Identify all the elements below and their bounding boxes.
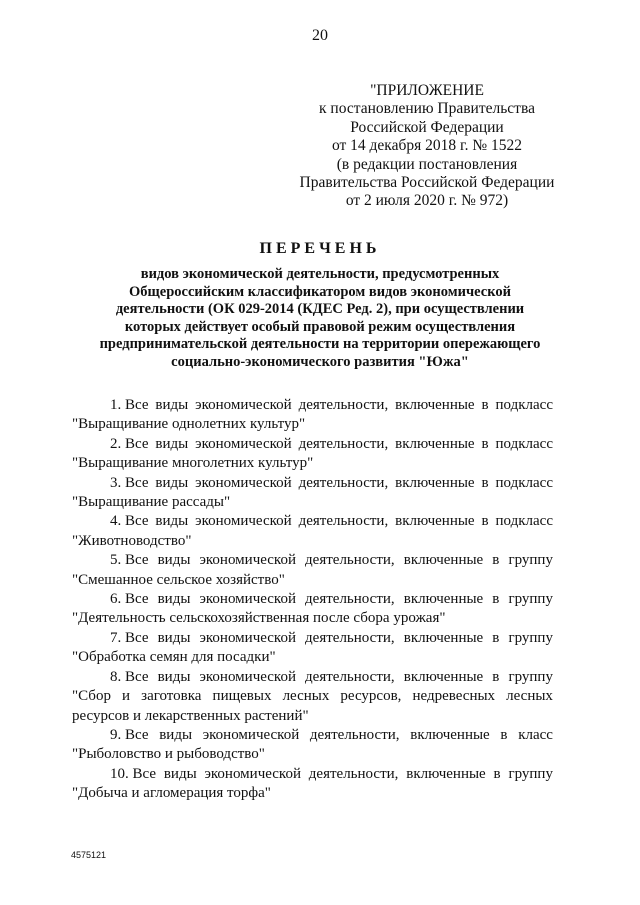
appendix-line: от 2 июля 2020 г. № 972) bbox=[345, 192, 509, 210]
word: включенные bbox=[403, 629, 484, 646]
word: включенные bbox=[395, 474, 475, 491]
list-item-last-line: "Выращивание многолетних культур" bbox=[72, 455, 314, 472]
word: экономической bbox=[195, 435, 292, 452]
list-item bbox=[72, 474, 553, 513]
list-item-first-line bbox=[72, 551, 553, 570]
word: виды bbox=[155, 435, 189, 452]
word: виды bbox=[155, 474, 189, 491]
word: экономической bbox=[199, 668, 296, 685]
word: в bbox=[493, 765, 501, 782]
word: виды bbox=[157, 591, 191, 608]
subtitle-line: Общероссийским классификатором видов экономической bbox=[129, 283, 511, 300]
list-item-first-line bbox=[72, 474, 553, 493]
appendix-line: "ПРИЛОЖЕНИЕ bbox=[370, 82, 484, 99]
word: экономической bbox=[202, 726, 300, 743]
word: в bbox=[492, 629, 500, 646]
word: группу bbox=[508, 552, 553, 569]
word: ресурсов, bbox=[340, 688, 402, 705]
word: подкласс bbox=[495, 513, 553, 530]
word: деятельности, bbox=[298, 513, 389, 530]
list-item bbox=[72, 435, 553, 474]
word: экономической bbox=[199, 552, 296, 569]
subtitle-line: социально-экономического развития "Южа" bbox=[171, 353, 469, 370]
subtitle-line: предпринимательской деятельности на территории опережающего bbox=[99, 336, 541, 353]
word: 7. Все bbox=[110, 629, 149, 646]
list-item-last-line: "Выращивание рассады" bbox=[72, 494, 231, 511]
word: виды bbox=[159, 726, 193, 743]
appendix-line: от 14 декабря 2018 г. № 1522 bbox=[331, 137, 523, 155]
word: экономической bbox=[195, 474, 292, 491]
word: деятельности, bbox=[305, 591, 395, 608]
word: недревесных bbox=[412, 688, 496, 705]
list-item-last-line: "Рыболовство и рыбоводство" bbox=[72, 746, 265, 763]
word: подкласс bbox=[495, 435, 553, 452]
word: 1. Все bbox=[110, 397, 149, 413]
word: экономической bbox=[204, 765, 301, 782]
list-item bbox=[72, 765, 553, 804]
word: виды bbox=[155, 513, 189, 530]
items-list bbox=[72, 396, 553, 804]
word: деятельности, bbox=[298, 435, 389, 452]
word: виды bbox=[155, 397, 189, 413]
list-item-last-line: "Добыча и агломерация торфа" bbox=[72, 785, 271, 802]
list-item bbox=[72, 726, 553, 765]
word: деятельности, bbox=[308, 765, 399, 782]
word: экономической bbox=[199, 591, 296, 608]
word: "Сбор bbox=[72, 688, 111, 705]
word: деятельности, bbox=[305, 668, 395, 685]
word: в bbox=[492, 552, 500, 569]
word: виды bbox=[157, 629, 191, 646]
list-item-middle-line bbox=[72, 687, 553, 706]
word: деятельности, bbox=[298, 397, 389, 413]
appendix-line: Российской Федерации bbox=[350, 118, 504, 136]
list-item-first-line bbox=[72, 668, 553, 687]
word: виды bbox=[157, 552, 191, 569]
appendix-line: Правительства Российской Федерации bbox=[299, 174, 555, 192]
word: подкласс bbox=[495, 474, 553, 491]
list-item-first-line bbox=[72, 590, 553, 609]
word: включенные bbox=[395, 397, 475, 413]
word: в bbox=[481, 397, 489, 413]
word: в bbox=[481, 474, 489, 491]
word: включенные bbox=[403, 668, 484, 685]
word: деятельности, bbox=[309, 726, 400, 743]
word: включенные bbox=[410, 726, 490, 743]
word: 10. Все bbox=[110, 765, 157, 782]
list-item bbox=[72, 551, 553, 590]
word: включенные bbox=[403, 552, 484, 569]
word: и bbox=[122, 688, 131, 705]
word: в bbox=[481, 513, 489, 530]
word: деятельности, bbox=[305, 629, 395, 646]
list-item bbox=[72, 629, 553, 668]
list-item-first-line bbox=[72, 512, 553, 531]
word: включенные bbox=[395, 435, 475, 452]
list-item bbox=[72, 668, 553, 726]
word: группу bbox=[508, 629, 553, 646]
appendix-block bbox=[297, 82, 557, 211]
list-item-first-line bbox=[72, 396, 553, 415]
word: класс bbox=[518, 726, 553, 743]
word: 9. Все bbox=[110, 726, 149, 743]
word: группу bbox=[508, 668, 553, 685]
word: 3. Все bbox=[110, 474, 149, 491]
word: виды bbox=[157, 668, 191, 685]
word: в bbox=[492, 668, 500, 685]
subtitle-line: видов экономической деятельности, предусмотренных bbox=[140, 266, 500, 282]
word: включенные bbox=[403, 591, 484, 608]
document-id: 4575121 bbox=[71, 850, 107, 860]
word: пищевых bbox=[212, 688, 272, 705]
word: лесных bbox=[506, 688, 553, 705]
word: подкласс bbox=[495, 397, 553, 413]
document-subtitle bbox=[70, 266, 570, 372]
subtitle-line: деятельности (ОК 029-2014 (КДЕС Ред. 2), при осуществлении bbox=[115, 301, 525, 318]
list-item-last-line: "Животноводство" bbox=[72, 532, 192, 549]
list-item-first-line bbox=[72, 765, 553, 784]
word: 4. Все bbox=[110, 513, 149, 530]
word: в bbox=[492, 591, 500, 608]
list-item-first-line bbox=[72, 629, 553, 648]
document-title: ПЕРЕЧЕНЬ bbox=[259, 240, 381, 257]
subtitle-line: которых действует особый правовой режим осуществления bbox=[124, 318, 516, 335]
word: деятельности, bbox=[298, 474, 389, 491]
word: группу bbox=[508, 765, 553, 782]
word: деятельности, bbox=[305, 552, 395, 569]
word: экономической bbox=[195, 397, 292, 413]
list-item-last-line: "Деятельность сельскохозяйственная после сбора урожая" bbox=[72, 610, 446, 627]
list-item-first-line bbox=[72, 435, 553, 454]
list-item-last-line: ресурсов и лекарственных растений" bbox=[72, 707, 309, 724]
word: включенные bbox=[406, 765, 486, 782]
page-number: 20 bbox=[312, 27, 328, 44]
word: экономической bbox=[195, 513, 292, 530]
list-item bbox=[72, 590, 553, 629]
appendix-line: к постановлению Правительства bbox=[319, 100, 535, 118]
word: лесных bbox=[282, 688, 330, 705]
word: включенные bbox=[395, 513, 475, 530]
word: экономической bbox=[199, 629, 296, 646]
word: 8. Все bbox=[110, 668, 149, 685]
list-item-last-line: "Выращивание однолетних культур" bbox=[72, 416, 306, 433]
word: 5. Все bbox=[110, 552, 149, 569]
list-item bbox=[72, 512, 553, 551]
word: в bbox=[481, 435, 489, 452]
word: в bbox=[500, 726, 508, 743]
word: 2. Все bbox=[110, 435, 149, 452]
word: виды bbox=[163, 765, 197, 782]
list-item-last-line: "Смешанное сельское хозяйство" bbox=[72, 571, 285, 588]
word: группу bbox=[508, 591, 553, 608]
list-item bbox=[72, 396, 553, 435]
list-item-first-line bbox=[72, 726, 553, 745]
word: заготовка bbox=[141, 688, 202, 705]
list-item-last-line: "Обработка семян для посадки" bbox=[72, 649, 276, 666]
appendix-line: (в редакции постановления bbox=[336, 155, 518, 173]
word: 6. Все bbox=[110, 591, 149, 608]
